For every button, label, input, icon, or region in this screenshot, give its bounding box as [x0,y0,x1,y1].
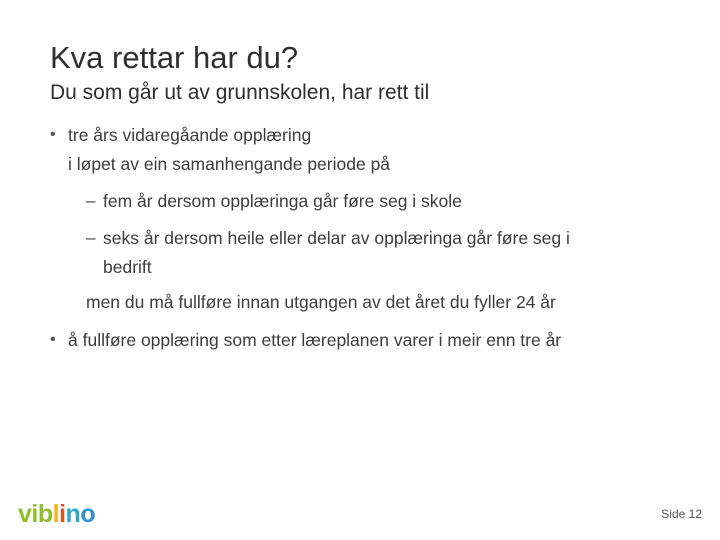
sub-bullet-2-line-2: bedrift [103,257,152,277]
sub-bullet-1: fem år dersom opplæringa går føre seg i skole [103,191,462,211]
viblino-logo: viblino [18,500,96,528]
bullet-1-after: men du må fullføre innan utgangen av det året du fyller 24 år [86,292,556,312]
bullet-marker: • [50,331,56,348]
dash-marker: – [86,228,96,247]
bullet-2: å fullføre opplæring som etter læreplanen varer i meir enn tre år [68,330,562,350]
sub-bullet-2-line-1: seks år dersom heile eller delar av opplæringa går føre seg i [103,228,570,248]
page-number: Side 12 [661,507,702,521]
slide-title: Kva rettar har du? [50,40,299,75]
bullet-marker: • [50,126,56,143]
slide-subtitle: Du som går ut av grunnskolen, har rett til [50,81,430,104]
dash-marker: – [86,191,96,210]
bullet-1-line-2: i løpet av ein samanhengande periode på [68,154,391,174]
bullet-1-line-1: tre års vidaregåande opplæring [68,125,312,145]
